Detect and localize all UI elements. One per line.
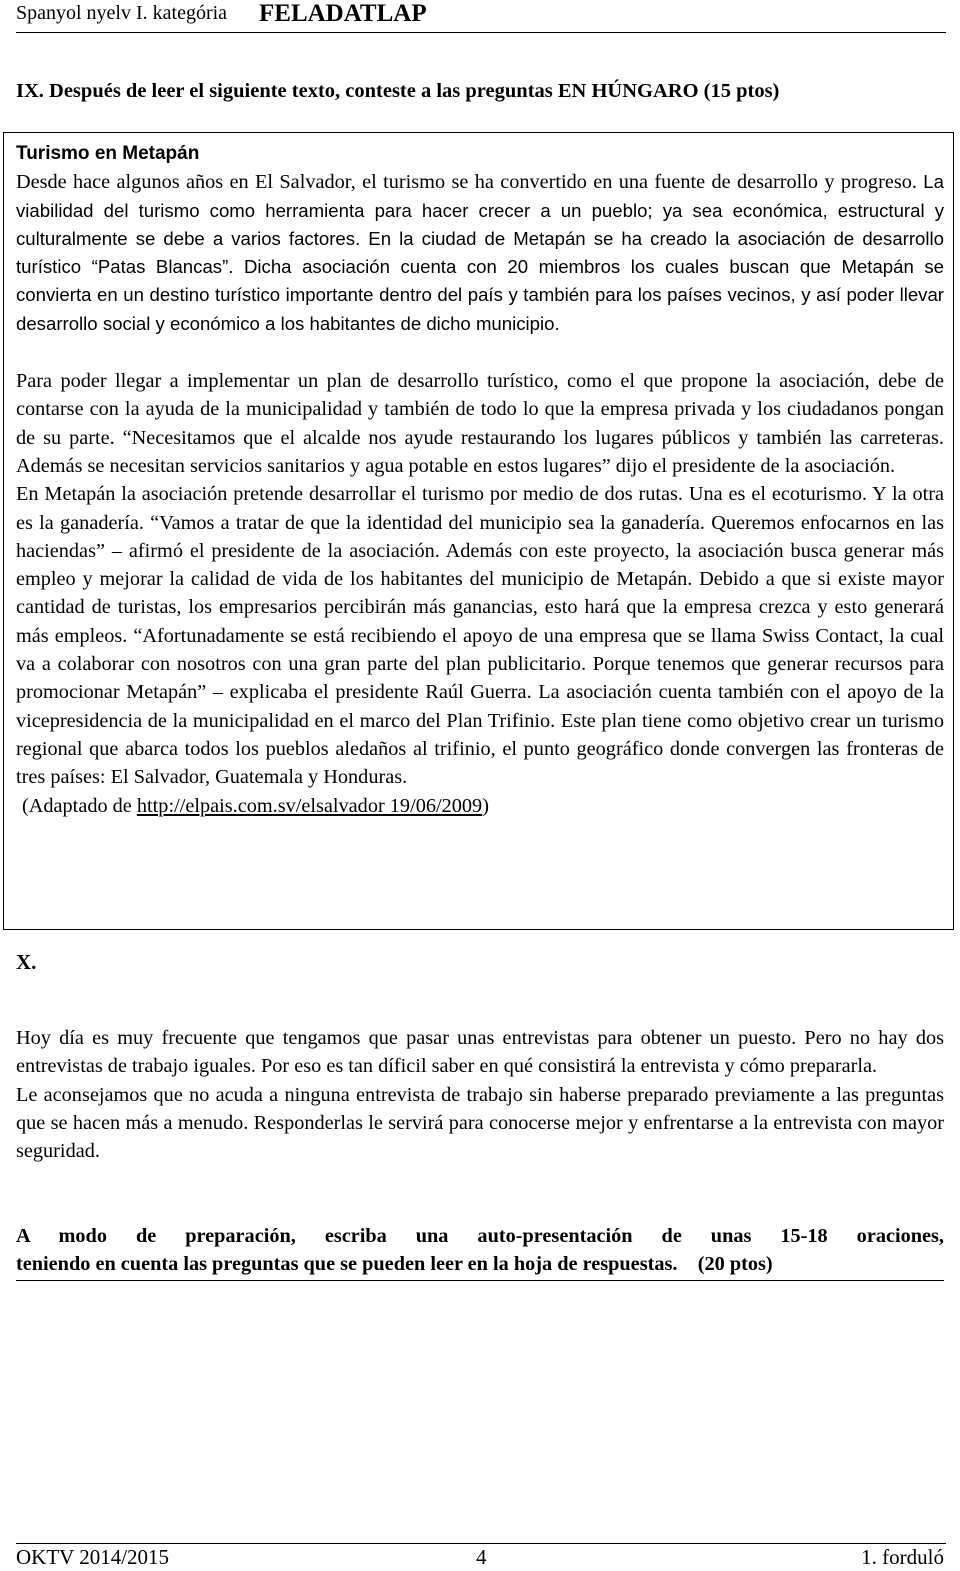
passage-paragraph-1 (16, 168, 944, 338)
section-10-paragraph-1: Hoy día es muy frecuente que tengamos que pasar unas entrevistas para obtener un puesto. Pero no hay dos entrevistas de trabajo iguales. Por eso es tan díficil saber en qué consistirá la entrevista y cómo prepararla. (16, 1027, 944, 1078)
section-10-paragraph-2: Le aconsejamos que no acuda a ninguna entrevista de trabajo sin haberse preparado previamente a las preguntas que se hacen más a menudo. Responderlas le servirá para conocerse mejor y enfrentarse a la entrevista con mayor seguridad. (16, 1083, 944, 1163)
header-category: Spanyol nyelv I. kategória (16, 2, 228, 24)
footer-exam: OKTV 2014/2015 (16, 1545, 170, 1569)
task-line-2: teniendo en cuenta las preguntas que se pueden leer en la hoja de respuestas. (20 ptos) (16, 1253, 773, 1276)
task-line-1: A modo de preparación, escriba una auto-presentación de unas 15-18 oraciones, (16, 1225, 944, 1247)
passage-paragraph-1b: La viabilidad del turismo como herramienta para hacer crecer a un pueblo; ya sea económica, estructural y culturalmente se debe a varios factores. En la ciudad de Metapán se ha creado la asociación de desarrollo turístico “Patas Blancas”. Dicha asociación cuenta con 20 miembros los cuales buscan que Metapán se convierta en un destino turístico importante dentro del país y también para los países vecinos, y así poder llevar desarrollo social y económico a los habitantes de dicho municipio. (16, 171, 944, 334)
page-header (16, 0, 946, 33)
section-10-text (16, 1024, 944, 1165)
section-10-task (16, 1222, 944, 1281)
footer-round: 1. forduló (861, 1545, 944, 1569)
passage-paragraph-1a: Desde hace algunos años en El Salvador, el turismo se ha convertido en una fuente de desarrollo y progreso. (16, 171, 917, 194)
passage-paragraph-3: En Metapán la asociación pretende desarrollar el turismo por medio de dos rutas. Una es el ecoturismo. Y la otra es la ganadería. “Vamos a tratar de que la identidad del municipio sea la ganadería. Queremos enfocarnos en las haciendas” – afirmó el presidente de la asociación. Además con este proyecto, la asociación busca generar más empleo y mejorar la calidad de vida de los habitantes del municipio de Metapán. Debido a que si existe mayor cantidad de turistas, los empresarios percibirán más ganancias, esto hará que la empresa crezca y esto generará más empleos. “Afortunadamente se está recibiendo el apoyo de una empresa que se llama Swiss Contact, la cual va a colaborar con nosotros con una gran parte del plan publicitario. Porque tenemos que generar recursos para promocionar Metapán” – explicaba el presidente Raúl Guerra. La asociación cuenta también con el apoyo de la vicepresidencia de la municipalidad en el marco del Plan Trifinio. Este plan tiene como objetivo crear un turismo regional que abarca todos los pueblos aledaños al trifinio, el punto geográfico donde convergen las fronteras de tres países: El Salvador, Guatemala y Honduras. (16, 483, 944, 789)
source-link[interactable]: http://elpais.com.sv/elsalvador 19/06/2009 (136, 794, 483, 817)
header-title: FELADATLAP (259, 0, 427, 27)
paragraph-gap (16, 338, 944, 367)
page-footer (16, 1543, 946, 1571)
source-prefix: (Adaptado de (22, 794, 137, 817)
section-9-title: IX. Después de leer el siguiente texto, conteste a las preguntas EN HÚNGARO (15 ptos) (16, 80, 780, 102)
section-10-number: X. (16, 950, 37, 974)
reading-passage (16, 140, 944, 820)
footer-page-number: 4 (476, 1545, 487, 1569)
passage-source (16, 792, 944, 820)
source-suffix: ) (482, 794, 489, 817)
passage-title: Turismo en Metapán (16, 143, 200, 164)
passage-paragraph-2: Para poder llegar a implementar un plan de desarrollo turístico, como el que propone la asociación, debe de contarse con la ayuda de la municipalidad y también de todo lo que la empresa privada y los ciudadanos pongan de su parte. “Necesitamos que el alcalde nos ayude restaurando los lugares públicos y también las carreteras. Además se necesitan servicios sanitarios y agua potable en estos lugares” dijo el presidente de la asociación. (16, 370, 944, 477)
